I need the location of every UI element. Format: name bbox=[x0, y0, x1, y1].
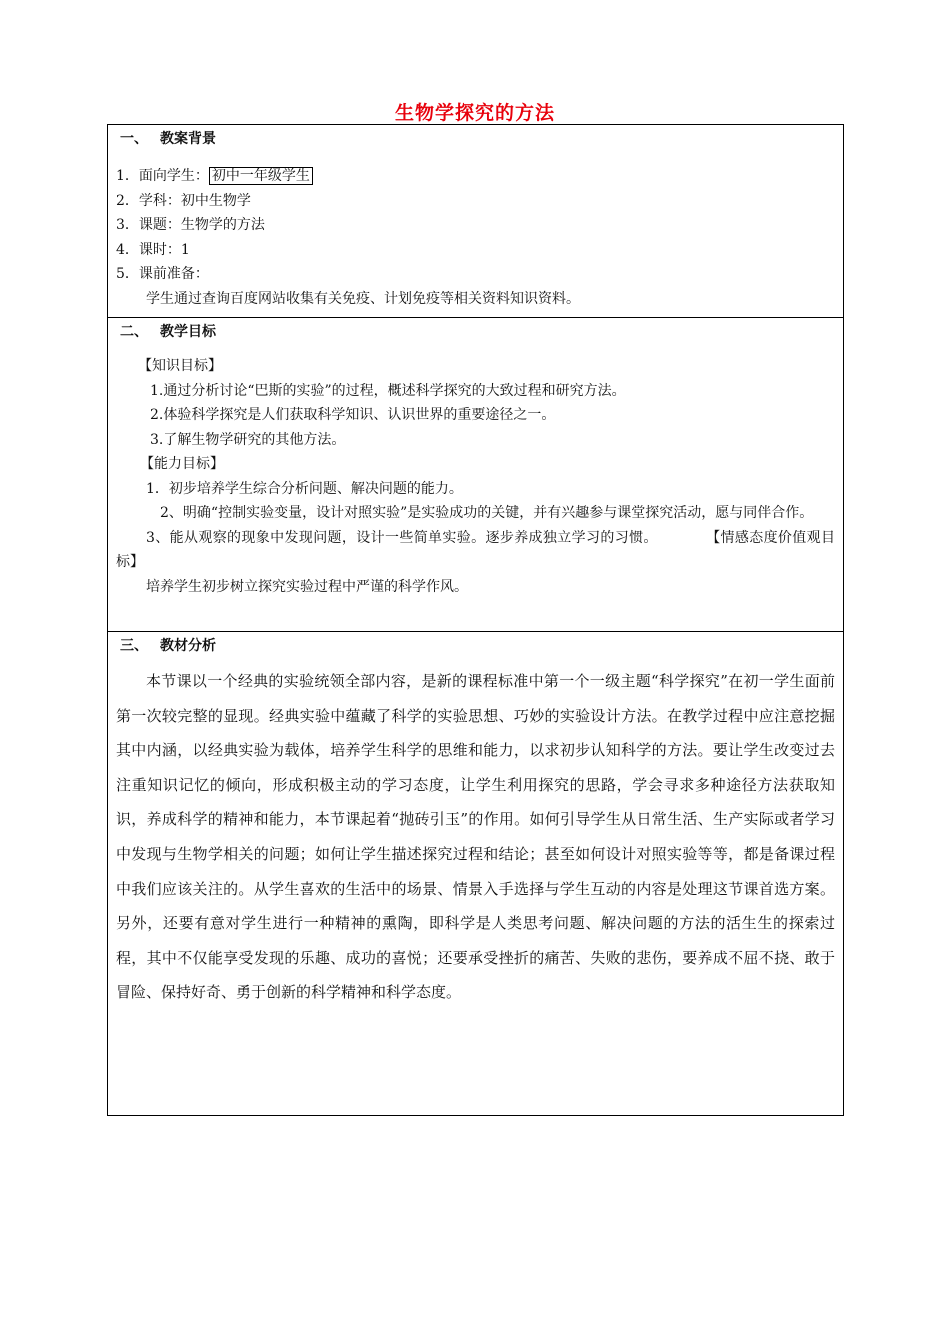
section-objectives bbox=[108, 320, 843, 632]
ability-item-wrap bbox=[108, 501, 843, 526]
subject-line: 2．学科：初中生物学 bbox=[116, 192, 251, 209]
section-heading bbox=[108, 634, 843, 658]
analysis-paragraph: 本节课以一个经典的实验统领全部内容，是新的课程标准中第一个一级主题“科学探究”在初一学生面前第一次较完整的显现。经典实验中蕴藏了科学的实验思想、巧妙的实验设计方法。在教学过程中应注意挖掘其中内涵，以经典实验为载体，培养学生科学的思维和能力，以求初步认知科学的方法。要让学生改变过去注重知识记忆的倾向，形成积极主动的学习态度，让学生利用探究的思路，学会寻求多种途径方法获取知识，养成科学的精神和能力，本节课起着“抛砖引玉”的作用。如何引导学生从日常生活、生产实际或者学习中发现与生物学相关的问题；如何让学生描述探究过程和结论；甚至如何设计对照实验等等，都是备课过程中我们应该关注的。从学生喜欢的生活中的场景、情景入手选择与学生互动的内容是处理这节课首选方案。另外，还要有意对学生进行一种精神的熏陶，即科学是人类思考问题、解决问题的方法的活生生的探索过程，其中不仅能享受发现的乐趣、成功的喜悦；还要承受挫折的痛苦、失败的悲伤，要养成不屈不挠、敢于冒险、保持好奇、勇于创新的科学精神和科学态度。 bbox=[116, 672, 835, 1002]
section-title: 教学目标 bbox=[160, 324, 216, 340]
emotion-item: 培养学生初步树立探究实验过程中严谨的科学作风。 bbox=[146, 578, 468, 595]
section-background bbox=[108, 127, 843, 318]
emotion-heading: 【情感态度价值观目标】 bbox=[116, 529, 835, 570]
section-number: 二、 bbox=[120, 324, 148, 340]
section-number: 一、 bbox=[120, 131, 148, 147]
ability-emotion-wrap bbox=[108, 526, 843, 575]
analysis-body bbox=[108, 658, 843, 1012]
ability-item: 1．初步培养学生综合分析问题、解决问题的能力。 bbox=[146, 480, 463, 497]
knowledge-heading: 【知识目标】 bbox=[138, 358, 222, 374]
audience-line bbox=[108, 164, 843, 189]
knowledge-item: 2.体验科学探究是人们获取科学知识、认识世界的重要途径之一。 bbox=[150, 407, 556, 423]
audience-value: 初中一年级学生 bbox=[209, 167, 313, 185]
knowledge-item: 1.通过分析讨论“巴斯的实验”的过程，概述科学探究的大致过程和研究方法。 bbox=[150, 382, 626, 399]
audience-label: 1．面向学生： bbox=[116, 168, 209, 184]
document-title: 生物学探究的方法 bbox=[394, 102, 555, 124]
section-title: 教材分析 bbox=[160, 638, 216, 654]
prep-text: 学生通过查询百度网站收集有关免疫、计划免疫等相关资料知识资料。 bbox=[146, 290, 580, 307]
section-heading bbox=[108, 127, 843, 151]
topic-line: 3．课题：生物学的方法 bbox=[116, 217, 265, 233]
ability-item: 3、能从观察的现象中发现问题，设计一些简单实验。逐步养成独立学习的习惯。 bbox=[146, 529, 658, 546]
section-analysis bbox=[108, 634, 843, 1115]
section-heading bbox=[108, 320, 843, 344]
ability-item: 2、明确“控制实验变量，设计对照实验”是实验成功的关键，并有兴趣参与课堂探究活动，愿与同伴合作。 bbox=[160, 505, 814, 521]
hours-line: 4．课时：1 bbox=[116, 241, 190, 258]
section-number: 三、 bbox=[120, 638, 148, 654]
section-title: 教案背景 bbox=[160, 131, 216, 147]
lesson-plan-table bbox=[107, 124, 844, 1116]
knowledge-item: 3.了解生物学研究的其他方法。 bbox=[150, 431, 346, 448]
ability-heading: 【能力目标】 bbox=[140, 456, 224, 472]
prep-label: 5．课前准备： bbox=[116, 266, 209, 282]
